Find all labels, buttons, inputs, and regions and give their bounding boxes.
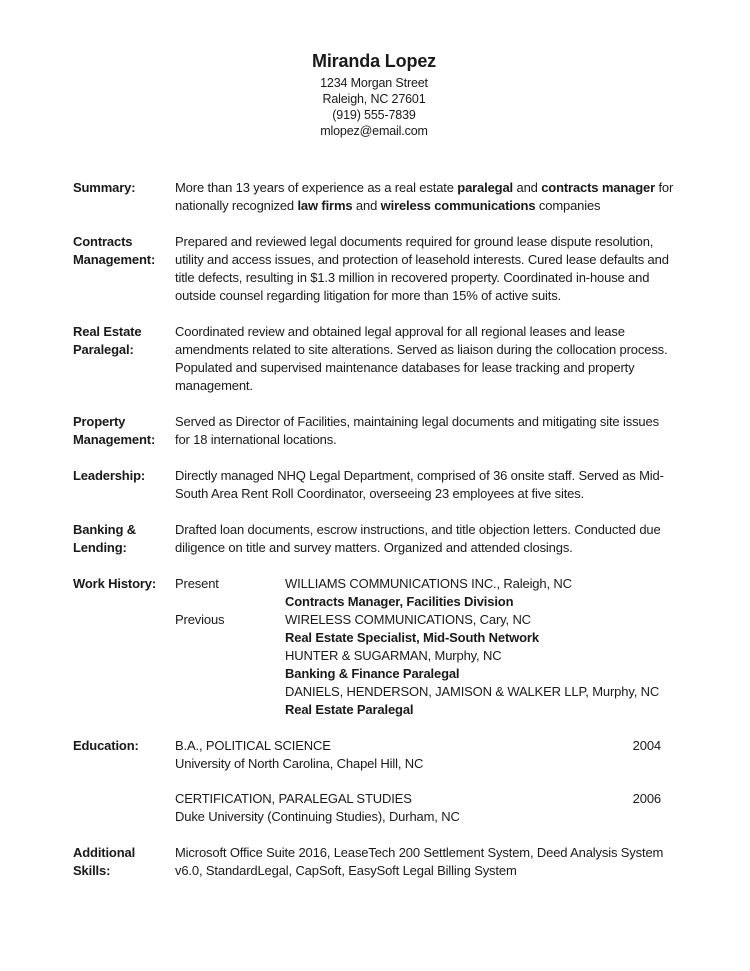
- work-history-entry: [175, 683, 675, 719]
- section-work-history: [73, 575, 675, 719]
- work-history-title: Real Estate Paralegal: [285, 702, 414, 717]
- education-label: Education:: [73, 738, 139, 753]
- education-entry: [175, 790, 675, 826]
- work-history-when: Present: [175, 576, 219, 591]
- education-year: 2006: [632, 791, 661, 806]
- city-state-zip: Raleigh, NC 27601: [322, 92, 426, 106]
- education-school: Duke University (Continuing Studies), Durham, NC: [175, 809, 460, 824]
- section-additional-skills: [73, 844, 675, 880]
- education-school: University of North Carolina, Chapel Hill, NC: [175, 756, 424, 771]
- work-history-entry: [175, 611, 675, 647]
- work-history-company: WIRELESS COMMUNICATIONS, Cary, NC: [285, 612, 531, 627]
- banking-lending-label: Banking & Lending:: [73, 522, 136, 555]
- work-history-entry: [175, 575, 675, 611]
- email-address: mlopez@email.com: [320, 124, 428, 138]
- education-degree: CERTIFICATION, PARALEGAL STUDIES: [175, 791, 412, 806]
- leadership-text: Directly managed NHQ Legal Department, comprised of 36 onsite staff. Served as Mid-South Area Rent Roll Coordinator, overseeing 23 employees at five sites.: [175, 468, 664, 501]
- section-summary: [73, 179, 675, 215]
- section-leadership: [73, 467, 675, 503]
- education-entries: [175, 737, 675, 826]
- additional-skills-label: Additional Skills:: [73, 845, 136, 878]
- section-real-estate-paralegal: [73, 323, 675, 395]
- street-address: 1234 Morgan Street: [320, 76, 428, 90]
- education-year: 2004: [632, 738, 661, 753]
- work-history-entries: [175, 575, 675, 719]
- work-history-label: Work History:: [73, 576, 157, 591]
- education-degree: B.A., POLITICAL SCIENCE: [175, 738, 331, 753]
- resume-header: [73, 50, 675, 139]
- phone-number: (919) 555-7839: [332, 108, 416, 122]
- contracts-management-text: Prepared and reviewed legal documents required for ground lease dispute resolution, utility and access issues, and protection of leasehold interests. Cured lease defaults and title defects, resulting in $1.3 million in recovered property. Coordinated in-house and outside counsel regarding litigation for more than 15% of active suits.: [175, 234, 669, 303]
- candidate-name: Miranda Lopez: [311, 51, 437, 71]
- leadership-label: Leadership:: [73, 468, 146, 483]
- work-history-entry: [175, 647, 675, 683]
- summary-label: Summary:: [73, 180, 136, 195]
- contracts-management-label: Contracts Management:: [73, 234, 156, 267]
- property-management-label: Property Management:: [73, 414, 156, 447]
- education-entry: [175, 737, 675, 773]
- work-history-when: Previous: [175, 612, 225, 627]
- section-property-management: [73, 413, 675, 449]
- property-management-text: Served as Director of Facilities, maintaining legal documents and mitigating site issues for 18 international locations.: [175, 414, 659, 447]
- section-banking-lending: [73, 521, 675, 557]
- section-education: [73, 737, 675, 826]
- work-history-company: HUNTER & SUGARMAN, Murphy, NC: [285, 648, 502, 663]
- work-history-company: DANIELS, HENDERSON, JAMISON & WALKER LLP, Murphy, NC: [285, 684, 660, 699]
- work-history-title: Banking & Finance Paralegal: [285, 666, 460, 681]
- real-estate-paralegal-text: Coordinated review and obtained legal approval for all regional leases and lease amendments related to site alterations. Served as liaison during the collocation process. Populated and supervised maintenance databases for lease tracking and property management.: [175, 324, 668, 393]
- work-history-company: WILLIAMS COMMUNICATIONS INC., Raleigh, NC: [285, 576, 572, 591]
- work-history-title: Contracts Manager, Facilities Division: [285, 594, 514, 609]
- summary-text: More than 13 years of experience as a real estate paralegal and contracts manager for nationally recognized law firms and wireless communications companies: [175, 180, 674, 213]
- real-estate-paralegal-label: Real Estate Paralegal:: [73, 324, 142, 357]
- banking-lending-text: Drafted loan documents, escrow instructions, and title objection letters. Conducted due diligence on title and survey matters. Organized and attended closings.: [175, 522, 661, 555]
- work-history-title: Real Estate Specialist, Mid-South Network: [285, 630, 539, 645]
- additional-skills-text: Microsoft Office Suite 2016, LeaseTech 200 Settlement System, Deed Analysis System v6.0, StandardLegal, CapSoft, EasySoft Legal Billing System: [175, 845, 664, 878]
- section-contracts-management: [73, 233, 675, 305]
